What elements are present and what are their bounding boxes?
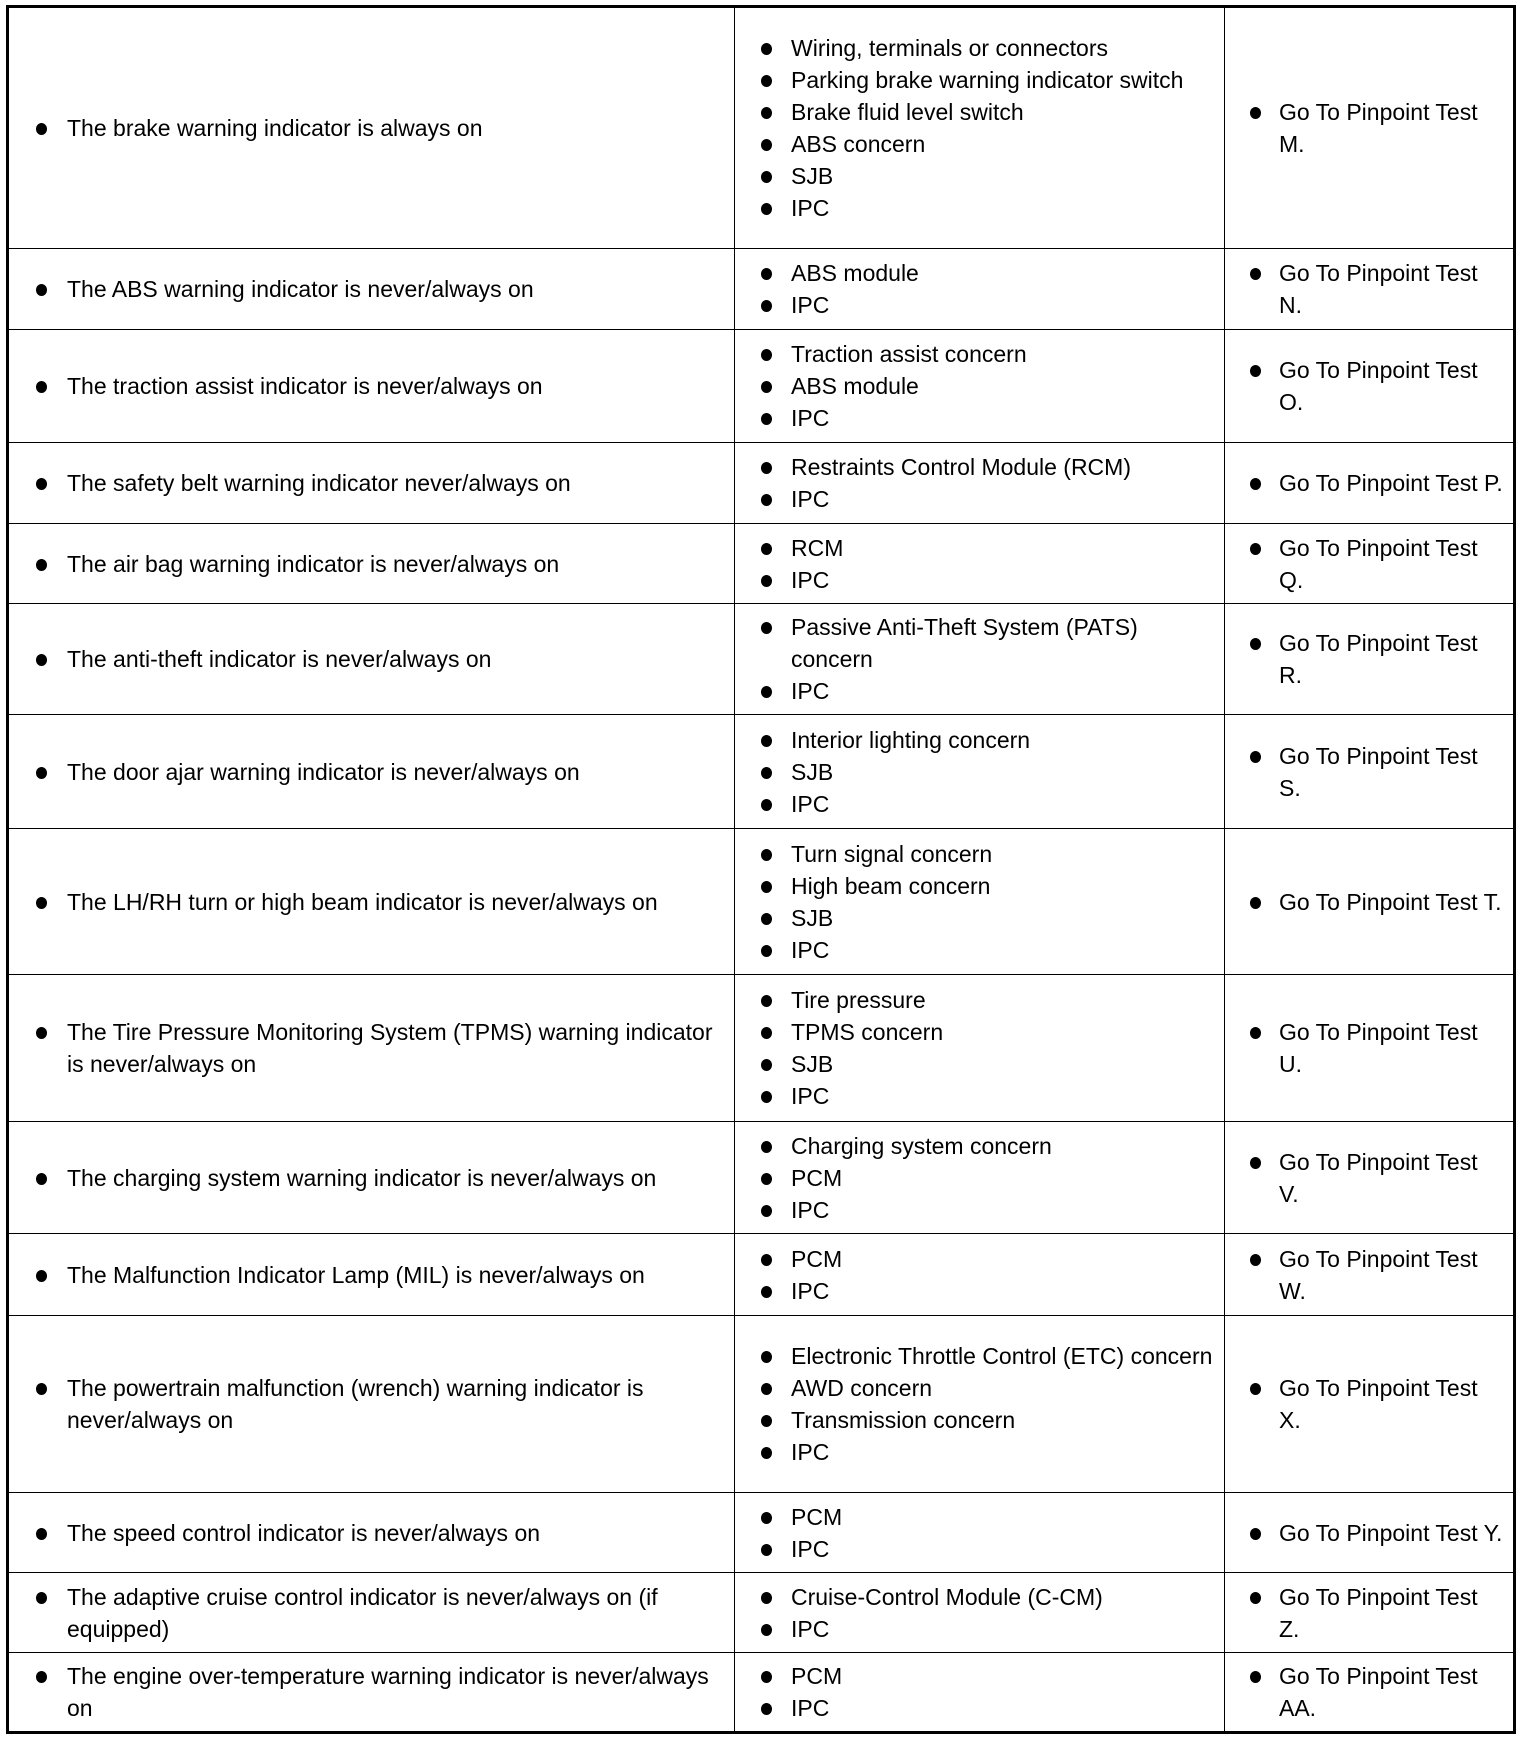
- action-text: Go To Pinpoint Test S.: [1225, 740, 1513, 804]
- action-cell: [1225, 1573, 1515, 1653]
- possible-source-item: SJB: [735, 756, 1224, 788]
- symptom-text: The safety belt warning indicator never/always on: [9, 467, 734, 499]
- possible-source-item: IPC: [735, 402, 1224, 434]
- possible-source-item: IPC: [735, 1436, 1224, 1468]
- action-cell: [1225, 1493, 1515, 1573]
- symptom-cell: [8, 1653, 735, 1733]
- action-text: Go To Pinpoint Test N.: [1225, 257, 1513, 321]
- possible-source-item: Traction assist concern: [735, 338, 1224, 370]
- possible-sources-cell: [735, 829, 1225, 975]
- action-cell: [1225, 330, 1515, 443]
- table-row: [8, 604, 1515, 715]
- possible-sources-cell: [735, 1573, 1225, 1653]
- action-cell: [1225, 249, 1515, 330]
- possible-sources-cell: [735, 1316, 1225, 1493]
- possible-source-item: Parking brake warning indicator switch: [735, 64, 1224, 96]
- possible-source-item: Transmission concern: [735, 1404, 1224, 1436]
- symptom-cell: [8, 1493, 735, 1573]
- table-row: [8, 715, 1515, 829]
- action-text: Go To Pinpoint Test O.: [1225, 354, 1513, 418]
- possible-source-item: ABS concern: [735, 128, 1224, 160]
- possible-sources-cell: [735, 715, 1225, 829]
- possible-sources-cell: [735, 249, 1225, 330]
- possible-source-item: Passive Anti-Theft System (PATS) concern: [735, 611, 1224, 675]
- action-cell: [1225, 1234, 1515, 1316]
- symptom-cell: [8, 604, 735, 715]
- symptom-cell: [8, 1316, 735, 1493]
- symptom-cell: [8, 1573, 735, 1653]
- table-row: [8, 975, 1515, 1122]
- possible-source-item: Turn signal concern: [735, 838, 1224, 870]
- possible-source-item: PCM: [735, 1162, 1224, 1194]
- possible-sources-cell: [735, 604, 1225, 715]
- possible-source-item: IPC: [735, 1692, 1224, 1724]
- table-row: [8, 1234, 1515, 1316]
- action-cell: [1225, 1653, 1515, 1733]
- possible-source-item: RCM: [735, 532, 1224, 564]
- possible-sources-cell: [735, 1653, 1225, 1733]
- action-cell: [1225, 524, 1515, 604]
- table-row: [8, 249, 1515, 330]
- possible-sources-cell: [735, 443, 1225, 524]
- symptom-cell: [8, 7, 735, 249]
- possible-source-item: Cruise-Control Module (C-CM): [735, 1581, 1224, 1613]
- possible-source-item: IPC: [735, 483, 1224, 515]
- symptom-text: The charging system warning indicator is never/always on: [9, 1162, 734, 1194]
- action-text: Go To Pinpoint Test Q.: [1225, 532, 1513, 596]
- table-body: [8, 7, 1515, 1733]
- possible-source-item: IPC: [735, 1533, 1224, 1565]
- possible-source-item: IPC: [735, 1275, 1224, 1307]
- possible-source-item: ABS module: [735, 257, 1224, 289]
- possible-sources-cell: [735, 7, 1225, 249]
- action-cell: [1225, 975, 1515, 1122]
- possible-sources-cell: [735, 330, 1225, 443]
- possible-source-item: Tire pressure: [735, 984, 1224, 1016]
- symptom-cell: [8, 443, 735, 524]
- symptom-text: The Tire Pressure Monitoring System (TPMS) warning indicator is never/always on: [9, 1016, 734, 1080]
- table-row: [8, 330, 1515, 443]
- possible-source-item: Charging system concern: [735, 1130, 1224, 1162]
- symptom-cell: [8, 715, 735, 829]
- symptom-cell: [8, 249, 735, 330]
- action-cell: [1225, 7, 1515, 249]
- possible-sources-cell: [735, 524, 1225, 604]
- possible-source-item: SJB: [735, 160, 1224, 192]
- symptom-text: The Malfunction Indicator Lamp (MIL) is never/always on: [9, 1259, 734, 1291]
- symptom-text: The door ajar warning indicator is never/always on: [9, 756, 734, 788]
- possible-source-item: High beam concern: [735, 870, 1224, 902]
- action-text: Go To Pinpoint Test R.: [1225, 627, 1513, 691]
- symptom-text: The speed control indicator is never/always on: [9, 1517, 734, 1549]
- possible-source-item: Electronic Throttle Control (ETC) concern: [735, 1340, 1224, 1372]
- possible-source-item: ABS module: [735, 370, 1224, 402]
- action-text: Go To Pinpoint Test X.: [1225, 1372, 1513, 1436]
- action-text: Go To Pinpoint Test T.: [1225, 886, 1513, 918]
- action-text: Go To Pinpoint Test M.: [1225, 96, 1513, 160]
- table-row: [8, 524, 1515, 604]
- symptom-cell: [8, 829, 735, 975]
- action-text: Go To Pinpoint Test V.: [1225, 1146, 1513, 1210]
- symptom-cell: [8, 524, 735, 604]
- symptom-text: The ABS warning indicator is never/always on: [9, 273, 734, 305]
- possible-sources-cell: [735, 975, 1225, 1122]
- possible-source-item: IPC: [735, 192, 1224, 224]
- possible-source-item: PCM: [735, 1243, 1224, 1275]
- action-text: Go To Pinpoint Test Y.: [1225, 1517, 1513, 1549]
- symptom-text: The adaptive cruise control indicator is never/always on (if equipped): [9, 1581, 734, 1645]
- symptom-text: The traction assist indicator is never/always on: [9, 370, 734, 402]
- symptom-text: The engine over-temperature warning indicator is never/always on: [9, 1660, 734, 1724]
- possible-source-item: Brake fluid level switch: [735, 96, 1224, 128]
- action-cell: [1225, 604, 1515, 715]
- table-row: [8, 1573, 1515, 1653]
- table-row: [8, 7, 1515, 249]
- symptom-chart-table: [6, 5, 1516, 1734]
- possible-source-item: TPMS concern: [735, 1016, 1224, 1048]
- possible-source-item: SJB: [735, 902, 1224, 934]
- symptom-cell: [8, 1234, 735, 1316]
- possible-source-item: IPC: [735, 1080, 1224, 1112]
- table-row: [8, 1122, 1515, 1234]
- action-cell: [1225, 1316, 1515, 1493]
- possible-source-item: IPC: [735, 289, 1224, 321]
- possible-source-item: IPC: [735, 934, 1224, 966]
- table-row: [8, 829, 1515, 975]
- possible-source-item: Restraints Control Module (RCM): [735, 451, 1224, 483]
- action-text: Go To Pinpoint Test U.: [1225, 1016, 1513, 1080]
- possible-source-item: IPC: [735, 1194, 1224, 1226]
- possible-source-item: IPC: [735, 788, 1224, 820]
- table-row: [8, 1653, 1515, 1733]
- table-row: [8, 443, 1515, 524]
- action-text: Go To Pinpoint Test W.: [1225, 1243, 1513, 1307]
- possible-sources-cell: [735, 1493, 1225, 1573]
- possible-source-item: SJB: [735, 1048, 1224, 1080]
- possible-source-item: Interior lighting concern: [735, 724, 1224, 756]
- action-text: Go To Pinpoint Test P.: [1225, 467, 1513, 499]
- symptom-cell: [8, 330, 735, 443]
- action-text: Go To Pinpoint Test AA.: [1225, 1660, 1513, 1724]
- possible-sources-cell: [735, 1234, 1225, 1316]
- table-row: [8, 1316, 1515, 1493]
- possible-source-item: AWD concern: [735, 1372, 1224, 1404]
- possible-source-item: IPC: [735, 564, 1224, 596]
- possible-source-item: Wiring, terminals or connectors: [735, 32, 1224, 64]
- possible-source-item: IPC: [735, 675, 1224, 707]
- possible-sources-cell: [735, 1122, 1225, 1234]
- possible-source-item: PCM: [735, 1501, 1224, 1533]
- symptom-cell: [8, 975, 735, 1122]
- symptom-text: The air bag warning indicator is never/always on: [9, 548, 734, 580]
- action-cell: [1225, 829, 1515, 975]
- possible-source-item: IPC: [735, 1613, 1224, 1645]
- symptom-text: The anti-theft indicator is never/always on: [9, 643, 734, 675]
- symptom-text: The powertrain malfunction (wrench) warning indicator is never/always on: [9, 1372, 734, 1436]
- action-cell: [1225, 715, 1515, 829]
- action-cell: [1225, 443, 1515, 524]
- action-text: Go To Pinpoint Test Z.: [1225, 1581, 1513, 1645]
- action-cell: [1225, 1122, 1515, 1234]
- possible-source-item: PCM: [735, 1660, 1224, 1692]
- table-row: [8, 1493, 1515, 1573]
- symptom-text: The brake warning indicator is always on: [9, 112, 734, 144]
- symptom-text: The LH/RH turn or high beam indicator is never/always on: [9, 886, 734, 918]
- symptom-cell: [8, 1122, 735, 1234]
